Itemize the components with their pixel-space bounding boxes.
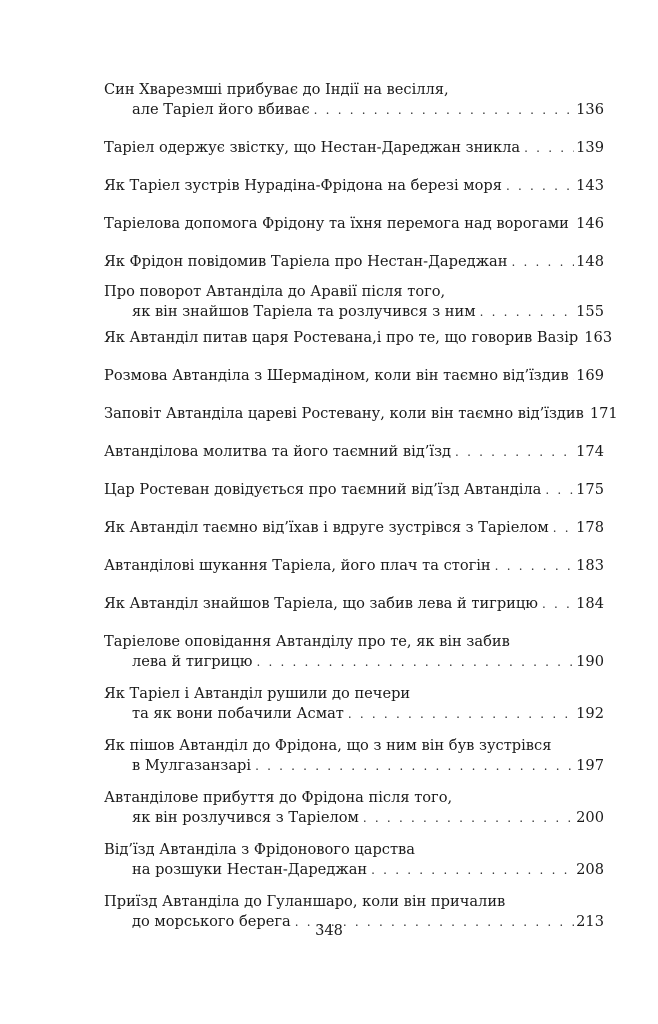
toc-entry-page: 143 xyxy=(576,177,604,194)
toc-entry xyxy=(104,80,604,120)
toc-entry-title: Розмова Автанділа з Шермадіном, коли він таємно від’їздив xyxy=(104,367,569,384)
toc-line xyxy=(104,176,604,196)
toc-line xyxy=(104,840,604,860)
toc-line xyxy=(104,518,604,538)
toc-entry xyxy=(104,840,604,880)
toc-entry-title: Про поворот Автанділа до Аравії після того, xyxy=(104,283,446,300)
dot-leader xyxy=(511,252,574,272)
toc-entry-title: Як Таріел зустрів Нурадіна-Фрідона на березі моря xyxy=(104,177,502,194)
toc-entry-page: 213 xyxy=(576,913,604,930)
toc-entry-page: 163 xyxy=(584,329,613,346)
toc-entry xyxy=(104,366,604,386)
toc-line xyxy=(104,736,604,756)
toc-entry-title: лева й тигрицю xyxy=(132,653,253,670)
toc-entry-title: Заповіт Автанділа цареві Ростевану, коли він таємно від’їздив xyxy=(104,405,584,422)
toc-entry xyxy=(104,328,613,348)
toc-entry xyxy=(104,556,604,576)
toc-line xyxy=(104,214,604,234)
toc-line xyxy=(104,684,604,704)
toc-entry-page: 190 xyxy=(576,653,604,670)
page-number: 348 xyxy=(315,922,343,939)
toc-line xyxy=(104,100,604,120)
dot-leader xyxy=(506,176,574,196)
toc-entry xyxy=(104,788,604,828)
toc-entry-title: Автанділове прибуття до Фрідона після того, xyxy=(104,789,453,806)
toc-entry-page: 148 xyxy=(576,253,604,270)
dot-leader xyxy=(573,366,574,386)
toc-line xyxy=(104,252,604,272)
toc-entry xyxy=(104,632,604,672)
toc-line xyxy=(104,788,604,808)
toc-entry xyxy=(104,282,604,322)
toc-entry-page: 192 xyxy=(576,705,604,722)
toc-entry-title: Автанділові шукання Таріела, його плач та стогін xyxy=(104,557,491,574)
toc-line xyxy=(104,138,604,158)
toc-line xyxy=(104,442,604,462)
toc-line xyxy=(104,328,613,348)
toc-entry xyxy=(104,442,604,462)
dot-leader xyxy=(495,556,574,576)
dot-leader xyxy=(480,302,575,322)
dot-leader xyxy=(363,808,574,828)
toc-entry xyxy=(104,176,604,196)
toc-entry-title: Таріелова допомога Фрідону та їхня перемога над ворогами xyxy=(104,215,569,232)
toc-entry-page: 146 xyxy=(576,215,604,232)
toc-entry-title: Приїзд Автанділа до Гуланшаро, коли він причалив xyxy=(104,893,506,910)
toc-line xyxy=(104,632,604,652)
dot-leader xyxy=(348,704,574,724)
toc-entry xyxy=(104,404,618,424)
toc-entry-page: 139 xyxy=(576,139,604,156)
toc-line xyxy=(104,282,604,302)
toc-entry-title: та як вони побачили Асмат xyxy=(132,705,344,722)
toc-entry xyxy=(104,138,604,158)
toc-entry-title: в Мулгазанзарі xyxy=(132,757,252,774)
toc-entry-title: Син Хварезмші прибуває до Індії на весілля, xyxy=(104,81,449,98)
dot-leader xyxy=(573,214,574,234)
toc-entry-page: 155 xyxy=(576,303,604,320)
toc-entry-page: 208 xyxy=(576,861,604,878)
toc-entry-title: Як Автанділ таємно від’їхав і вдруге зустрівся з Таріелом xyxy=(104,519,549,536)
toc-entry-title: але Таріел його вбиває xyxy=(132,101,310,118)
toc-entry-title: Як пішов Автанділ до Фрідона, що з ним він був зустрівся xyxy=(104,737,552,754)
toc-entry-title: як він розлучився з Таріелом xyxy=(132,809,359,826)
toc-entry xyxy=(104,252,604,272)
toc-entry xyxy=(104,480,604,500)
toc-entry-page: 169 xyxy=(576,367,604,384)
dot-leader xyxy=(256,652,574,672)
toc-entry-page: 174 xyxy=(576,443,604,460)
toc-line xyxy=(104,480,604,500)
toc-entry xyxy=(104,684,604,724)
dot-leader xyxy=(371,860,574,880)
toc-entry-page: 184 xyxy=(576,595,604,612)
dot-leader xyxy=(314,100,575,120)
toc-line xyxy=(104,808,604,828)
toc-entry-page: 171 xyxy=(589,405,618,422)
toc-entry-title: як він знайшов Таріела та розлучився з ним xyxy=(132,303,476,320)
toc-line xyxy=(104,652,604,672)
toc-entry xyxy=(104,518,604,538)
toc-line xyxy=(104,704,604,724)
toc-entry-title: Як Автанділ питав царя Ростевана,і про те, що говорив Вазір xyxy=(104,329,579,346)
toc-entry-title: Як Автанділ знайшов Таріела, що забив лева й тигрицю xyxy=(104,595,538,612)
toc-line xyxy=(104,860,604,880)
toc-entry-title: Таріелове оповідання Автанділу про те, як він забив xyxy=(104,633,510,650)
toc-line xyxy=(104,892,604,912)
dot-leader xyxy=(553,518,574,538)
toc-entry-title: Таріел одержує звістку, що Нестан-Дареджан зникла xyxy=(104,139,521,156)
toc-line xyxy=(104,366,604,386)
toc-entry-page: 183 xyxy=(576,557,604,574)
toc-entry-title: на розшуки Нестан-Дареджан xyxy=(132,861,368,878)
toc-entry xyxy=(104,214,604,234)
toc-line xyxy=(104,80,604,100)
toc-entry-page: 200 xyxy=(576,809,604,826)
toc-line xyxy=(104,594,604,614)
toc-entry xyxy=(104,736,604,776)
toc-entry-page: 175 xyxy=(576,481,604,498)
toc-entry-page: 197 xyxy=(576,757,604,774)
toc-line xyxy=(104,302,604,322)
dot-leader xyxy=(455,442,574,462)
dot-leader xyxy=(542,594,574,614)
toc-entry-title: Як Таріел і Автанділ рушили до печери xyxy=(104,685,411,702)
toc-line xyxy=(104,756,604,776)
toc-entry-title: Як Фрідон повідомив Таріела про Нестан-Дареджан xyxy=(104,253,508,270)
toc-entry-title: Від’їзд Автанділа з Фрідонового царства xyxy=(104,841,415,858)
toc-entry-title: Цар Ростеван довідується про таємний від’їзд Автанділа xyxy=(104,481,542,498)
dot-leader xyxy=(545,480,574,500)
toc-entry-title: Автанділова молитва та його таємний від’їзд xyxy=(104,443,452,460)
toc-entry-page: 136 xyxy=(576,101,604,118)
toc-entry-page: 178 xyxy=(576,519,604,536)
dot-leader xyxy=(524,138,574,158)
toc-entry xyxy=(104,594,604,614)
dot-leader xyxy=(255,756,574,776)
toc-entry-title: до морського берега xyxy=(132,913,291,930)
toc-line xyxy=(104,404,618,424)
toc-line xyxy=(104,556,604,576)
